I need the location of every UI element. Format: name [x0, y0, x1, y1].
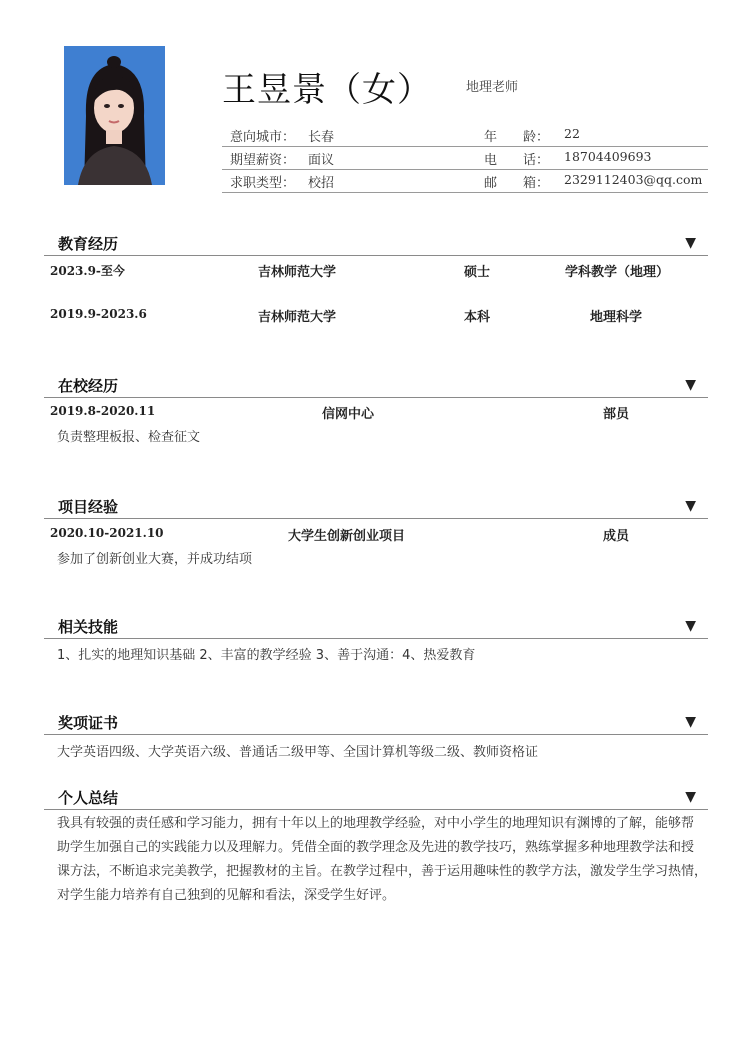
edu-degree: 本科 — [464, 310, 491, 325]
info-label: 年 龄： — [484, 130, 550, 145]
edu-major: 学科教学（地理） — [565, 265, 670, 280]
collapse-arrow-icon[interactable]: ▼ — [685, 714, 696, 730]
section-education — [44, 230, 708, 256]
section-title: 教育经历 — [58, 235, 119, 253]
collapse-arrow-icon[interactable]: ▼ — [685, 498, 696, 514]
campus-date: 2019.8-2020.11 — [50, 404, 156, 418]
info-row-type — [222, 170, 708, 193]
project-date: 2020.10-2021.10 — [50, 526, 164, 540]
campus-org: 信网中心 — [322, 407, 375, 422]
summary-line: 课方法，不断追求完美教学，把握教材的主旨。在教学过程中，善于运用趣味性的教学方法，激发学生学习热情， — [57, 864, 708, 879]
campus-desc: 负责整理板报、检查征文 — [57, 430, 201, 445]
section-project — [44, 493, 708, 519]
info-value: 18704409693 — [564, 149, 652, 164]
collapse-arrow-icon[interactable]: ▼ — [685, 789, 696, 805]
job-title: 地理老师 — [466, 80, 519, 95]
portrait-image — [64, 46, 165, 185]
info-label: 邮 箱： — [484, 176, 550, 191]
section-title: 奖项证书 — [58, 714, 119, 732]
edu-major: 地理科学 — [590, 310, 643, 325]
collapse-arrow-icon[interactable]: ▼ — [685, 377, 696, 393]
campus-role: 部员 — [603, 407, 630, 422]
candidate-name: 王昱景（女） — [222, 70, 432, 110]
edu-school: 吉林师范大学 — [258, 310, 337, 325]
edu-date: 2023.9-至今 — [50, 264, 125, 278]
collapse-arrow-icon[interactable]: ▼ — [685, 235, 696, 251]
awards-text: 大学英语四级、大学英语六级、普通话二级甲等、全国计算机等级二级、教师资格证 — [57, 745, 539, 760]
section-skills — [44, 613, 708, 639]
section-title: 相关技能 — [58, 618, 119, 636]
section-title: 个人总结 — [58, 789, 119, 807]
edu-school: 吉林师范大学 — [258, 265, 337, 280]
skills-text: 1、扎实的地理知识基础 2、丰富的教学经验 3、善于沟通：4、热爱教育 — [57, 648, 476, 663]
info-value: 面议 — [308, 153, 335, 168]
info-label: 电 话： — [484, 153, 550, 168]
info-label: 意向城市： — [230, 130, 296, 145]
project-desc: 参加了创新创业大赛，并成功结项 — [57, 552, 253, 567]
summary-line: 我具有较强的责任感和学习能力，拥有十年以上的地理教学经验，对中小学生的地理知识有渊博的了解，能够帮 — [57, 816, 695, 831]
section-title: 项目经验 — [58, 498, 119, 516]
collapse-arrow-icon[interactable]: ▼ — [685, 618, 696, 634]
info-value: 22 — [564, 126, 580, 141]
edu-degree: 硕士 — [464, 265, 491, 280]
summary-line: 对学生能力培养有自己独到的见解和看法，深受学生好评。 — [57, 888, 396, 903]
edu-date: 2019.9-2023.6 — [50, 307, 147, 321]
info-label: 期望薪资： — [230, 153, 296, 168]
info-value: 2329112403@qq.com — [564, 172, 703, 187]
summary-line: 助学生加强自己的实践能力以及理解力。凭借全面的教学理念及先进的教学技巧，熟练掌握多种地理教学法和授 — [57, 840, 695, 855]
info-value: 长春 — [308, 130, 335, 145]
info-row-salary — [222, 147, 708, 170]
section-campus — [44, 372, 708, 398]
project-name: 大学生创新创业项目 — [288, 529, 406, 544]
section-awards — [44, 709, 708, 735]
profile-photo — [64, 46, 165, 185]
project-role: 成员 — [603, 529, 630, 544]
section-title: 在校经历 — [58, 377, 119, 395]
info-label: 求职类型： — [230, 176, 296, 191]
info-row-city — [222, 124, 708, 147]
info-value: 校招 — [308, 176, 335, 191]
summary-paragraph — [57, 812, 708, 908]
section-summary — [44, 784, 708, 810]
